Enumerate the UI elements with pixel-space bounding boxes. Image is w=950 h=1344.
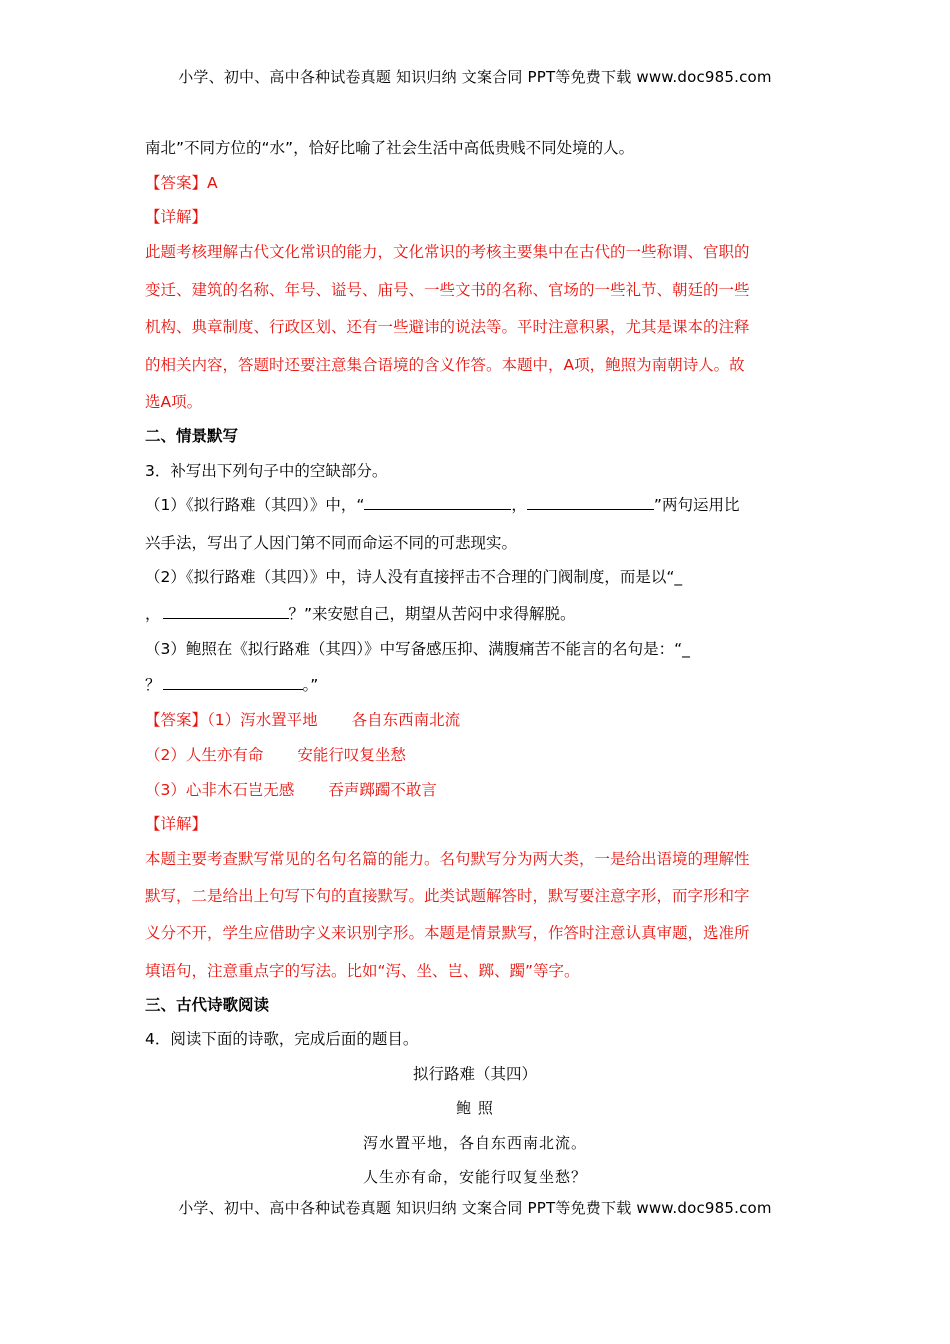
q2-detail-line: 的相关内容，答题时还要注意集合语境的含义作答。本题中，A项，鲍照为南朝诗人。故 [145, 356, 745, 374]
q3-item1-prefix: （1）《拟行路难（其四）》中，“ [145, 496, 365, 514]
q3-item1-blank1[interactable] [364, 495, 511, 510]
q2-detail-line: 选A项。 [145, 393, 203, 411]
q3-item1-cont: 兴手法，写出了人因门第不同而命运不同的可悲现实。 [145, 534, 518, 552]
poem-title: 拟行路难（其四） [412, 1065, 537, 1083]
page-footer: 小学、初中、高中各种试卷真题 知识归纳 文案合同 PPT等免费下载 www.doc985.com [178, 1199, 772, 1217]
q3-item2-cont [145, 604, 576, 624]
poem-line: 人生亦有命，安能行叹复坐愁？ [362, 1168, 587, 1186]
q2-detail-line: 此题考核理解古代文化常识的能力，文化常识的考核主要集中在古代的一些称谓、官职的 [145, 243, 750, 261]
q3-item3-cont [145, 675, 318, 695]
q2-answer: 【答案】A [145, 174, 218, 192]
q3-item3-blank[interactable] [163, 675, 303, 690]
poem-line: 泻水置平地，各自东西南北流。 [362, 1134, 587, 1152]
q3-item3: （3）鲍照在《拟行路难（其四）》中写备感压抑、满腹痛苦不能言的名句是：“_ [145, 640, 690, 658]
q3-detail-line: 本题主要考查默写常见的名句名篇的能力。名句默写分为两大类，一是给出语境的理解性 [145, 850, 750, 868]
q3-answer-label: 【答案】 [145, 711, 208, 729]
q3-item2-sep: ， [145, 605, 161, 623]
q3-detail-line: 填语句，注意重点字的写法。比如“泻、坐、岂、踯、躅”等字。 [145, 962, 580, 980]
page-header: 小学、初中、高中各种试卷真题 知识归纳 文案合同 PPT等免费下载 www.doc985.com [178, 68, 772, 86]
q2-tail-text: 南北”不同方位的“水”，恰好比喻了社会生活中高低贵贱不同处境的人。 [145, 139, 635, 157]
q3-detail-line: 义分不开，学生应借助字义来识别字形。本题是情景默写，作答时注意认真审题，选准所 [145, 924, 750, 942]
q3-stem: 3．补写出下列句子中的空缺部分。 [145, 462, 388, 480]
q2-detail-label: 【详解】 [145, 208, 208, 226]
q3-detail-line: 默写，二是给出上句写下句的直接默写。此类试题解答时，默写要注意字形，而字形和字 [145, 887, 750, 905]
q3-item1 [145, 495, 739, 515]
q3-item1-suffix: ”两句运用比 [653, 496, 740, 514]
q2-detail-line: 机构、典章制度、行政区划、还有一些避讳的说法等。平时注意积累，尤其是课本的注释 [145, 318, 750, 336]
q3-item1-blank2[interactable] [527, 495, 654, 510]
poem-author: 鲍 照 [456, 1099, 494, 1117]
q3-item3-sep: ？ [145, 676, 161, 694]
section3-title: 三、古代诗歌阅读 [145, 996, 270, 1014]
q3-answer-1: 【答案】（1）泻水置平地 各自东西南北流 [145, 711, 461, 729]
section2-title: 二、情景默写 [145, 427, 239, 445]
q3-item3-suffix: 。” [302, 676, 319, 694]
q4-stem: 4．阅读下面的诗歌，完成后面的题目。 [145, 1030, 419, 1048]
q3-detail-label: 【详解】 [145, 815, 208, 833]
q3-item2: （2）《拟行路难（其四）》中，诗人没有直接抨击不合理的门阀制度，而是以“_ [145, 568, 683, 586]
q3-item2-suffix: ？”来安慰自己，期望从苦闷中求得解脱。 [288, 605, 576, 623]
q3-answer-2: （2）人生亦有命 安能行叹复坐愁 [145, 746, 406, 764]
q3-item2-blank[interactable] [163, 604, 289, 619]
q2-detail-line: 变迁、建筑的名称、年号、谥号、庙号、一些文书的名称、官场的一些礼节、朝廷的一些 [145, 281, 750, 299]
q3-item1-sep: ， [511, 496, 527, 514]
q3-answer-3: （3）心非木石岂无感 吞声踯躅不敢言 [145, 781, 437, 799]
